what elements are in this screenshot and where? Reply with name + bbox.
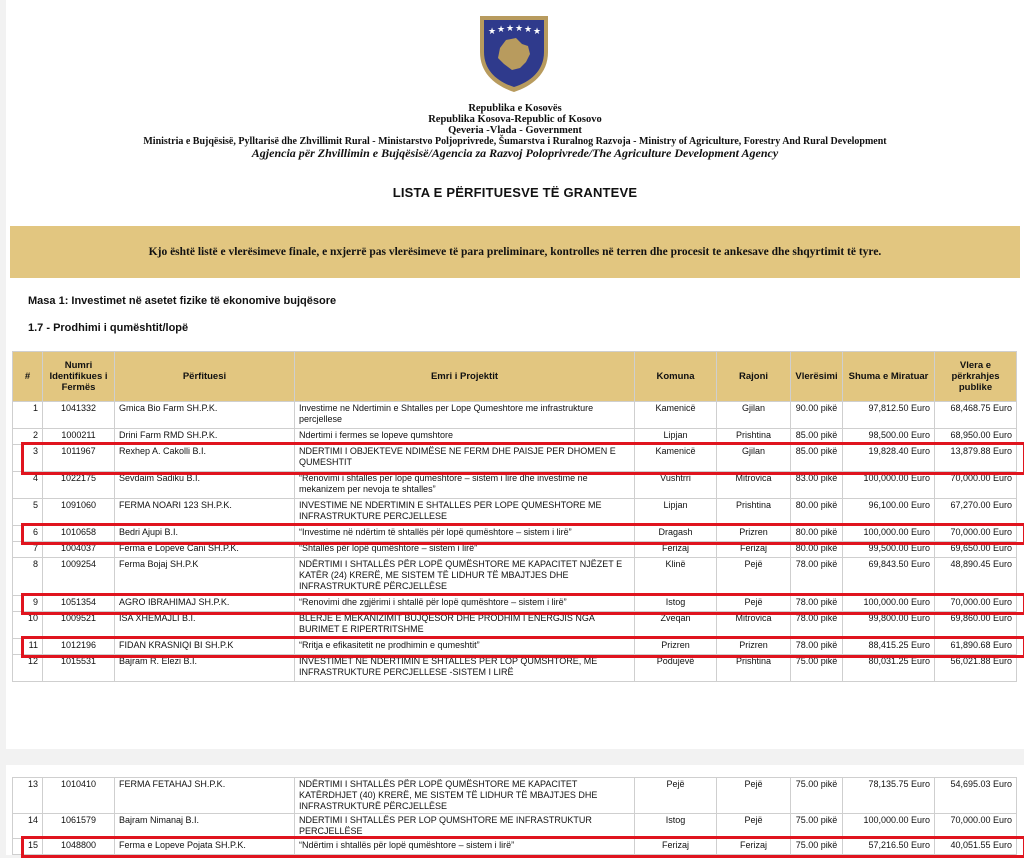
cell-public-support: 13,879.88 Euro <box>935 445 1017 472</box>
cell-farm-id: 1009521 <box>43 612 115 639</box>
table-row <box>13 429 1017 445</box>
cell-municipality: Istog <box>635 596 717 612</box>
table-row <box>13 612 1017 639</box>
table-row <box>13 445 1017 472</box>
cell-project-name: “Ndërtim i shtallës për lopë qumështore – sistem i lirë” <box>295 839 635 855</box>
header-line-2: Republika Kosova-Republic of Kosovo <box>6 114 1024 125</box>
cell-project-name: INVESTIME NE NDERTIMIN E SHTALLES PER LOPE QUMESHTORE ME INFRASTRUKTURE PERCJELLESE <box>295 499 635 526</box>
cell-approved-amount: 98,500.00 Euro <box>843 429 935 445</box>
cell-farm-id: 1091060 <box>43 499 115 526</box>
cell-public-support: 56,021.88 Euro <box>935 655 1017 682</box>
grants-table-continued <box>12 777 1017 855</box>
cell-row-number: 15 <box>13 839 43 855</box>
cell-region: Prizren <box>717 639 791 655</box>
cell-score: 75.00 pikë <box>791 655 843 682</box>
cell-approved-amount: 88,415.25 Euro <box>843 639 935 655</box>
notice-banner <box>10 226 1020 278</box>
cell-region: Prishtina <box>717 429 791 445</box>
cell-municipality: Kamenicë <box>635 402 717 429</box>
col-header-public-support: Vlera e përkrahjes publike <box>935 352 1017 402</box>
cell-row-number: 8 <box>13 558 43 596</box>
cell-municipality: Zveqan <box>635 612 717 639</box>
cell-score: 78.00 pikë <box>791 596 843 612</box>
cell-project-name: “Renovimi dhe zgjërimi i shtallë për lopë qumështore – sistem i lirë” <box>295 596 635 612</box>
cell-beneficiary: FERMA NOARI 123 SH.P.K. <box>115 499 295 526</box>
svg-text:★: ★ <box>515 24 523 34</box>
cell-municipality: Ferizaj <box>635 839 717 855</box>
cell-score: 80.00 pikë <box>791 526 843 542</box>
cell-public-support: 70,000.00 Euro <box>935 814 1017 839</box>
cell-municipality: Lipjan <box>635 429 717 445</box>
kosovo-coat-of-arms-icon <box>476 12 552 94</box>
cell-approved-amount: 99,500.00 Euro <box>843 542 935 558</box>
cell-project-name: NDERTIMI I OBJEKTEVE NDIMËSE NE FERM DHE PAISJE PER DHOMEN E QUMESHTIT <box>295 445 635 472</box>
col-header-region: Rajoni <box>717 352 791 402</box>
cell-score: 80.00 pikë <box>791 542 843 558</box>
cell-approved-amount: 100,000.00 Euro <box>843 596 935 612</box>
cell-approved-amount: 100,000.00 Euro <box>843 526 935 542</box>
table-row <box>13 558 1017 596</box>
header-line-1: Republika e Kosovës <box>6 103 1024 114</box>
cell-farm-id: 1000211 <box>43 429 115 445</box>
cell-approved-amount: 100,000.00 Euro <box>843 472 935 499</box>
cell-public-support: 70,000.00 Euro <box>935 526 1017 542</box>
cell-row-number: 7 <box>13 542 43 558</box>
cell-project-name: “Rritja e efikasitetit ne prodhimin e qumeshtit” <box>295 639 635 655</box>
table-header-row <box>13 352 1017 402</box>
col-header-beneficiary: Përfituesi <box>115 352 295 402</box>
document-page-2 <box>6 765 1024 855</box>
cell-beneficiary: Ferma e Lopeve Cani SH.P.K. <box>115 542 295 558</box>
document-title: LISTA E PËRFITUESVE TË GRANTEVE <box>6 185 1024 200</box>
cell-approved-amount: 80,031.25 Euro <box>843 655 935 682</box>
cell-approved-amount: 78,135.75 Euro <box>843 778 935 814</box>
table-row <box>13 814 1017 839</box>
cell-region: Prishtina <box>717 655 791 682</box>
cell-row-number: 4 <box>13 472 43 499</box>
cell-approved-amount: 99,800.00 Euro <box>843 612 935 639</box>
cell-beneficiary: Gmica Bio Farm SH.P.K. <box>115 402 295 429</box>
cell-approved-amount: 19,828.40 Euro <box>843 445 935 472</box>
cell-project-name: “Shtallës për lopë qumështore – sistem i lirë” <box>295 542 635 558</box>
cell-beneficiary: AGRO IBRAHIMAJ SH.P.K. <box>115 596 295 612</box>
cell-municipality: Dragash <box>635 526 717 542</box>
cell-region: Gjilan <box>717 445 791 472</box>
cell-region: Pejë <box>717 814 791 839</box>
cell-row-number: 3 <box>13 445 43 472</box>
table-row <box>13 542 1017 558</box>
cell-beneficiary: Bajram R. Elezi B.I. <box>115 655 295 682</box>
cell-farm-id: 1011967 <box>43 445 115 472</box>
cell-approved-amount: 57,216.50 Euro <box>843 839 935 855</box>
cell-approved-amount: 69,843.50 Euro <box>843 558 935 596</box>
table-row <box>13 639 1017 655</box>
cell-score: 75.00 pikë <box>791 814 843 839</box>
cell-region: Pejë <box>717 596 791 612</box>
cell-public-support: 54,695.03 Euro <box>935 778 1017 814</box>
cell-region: Pejë <box>717 778 791 814</box>
col-header-farm-id: Numri Identifikues i Fermës <box>43 352 115 402</box>
cell-public-support: 48,890.45 Euro <box>935 558 1017 596</box>
cell-municipality: Ferizaj <box>635 542 717 558</box>
cell-project-name: NDERTIMI I SHTALLËS PER LOP QUMSHTORE ME INFRASTRUKTUR PERCJELLËSE <box>295 814 635 839</box>
svg-text:★: ★ <box>497 25 505 35</box>
cell-score: 85.00 pikë <box>791 429 843 445</box>
cell-farm-id: 1010658 <box>43 526 115 542</box>
cell-region: Prishtina <box>717 499 791 526</box>
header-block <box>6 103 1024 160</box>
header-agency: Agjencia për Zhvillimin e Bujqësisë/Agencia za Razvoj Poloprivrede/The Agriculture Development Agency <box>6 147 1024 160</box>
cell-score: 78.00 pikë <box>791 612 843 639</box>
cell-beneficiary: Rexhep A. Cakolli B.I. <box>115 445 295 472</box>
cell-project-name: BLERJE E MEKANIZIMIT BUJQESOR DHE PRODHIM I ENERGJIS NGA BURIMET E RIPERTRITSHME <box>295 612 635 639</box>
cell-project-name: Ndertimi i fermes se lopeve qumshtore <box>295 429 635 445</box>
cell-public-support: 69,650.00 Euro <box>935 542 1017 558</box>
grants-table <box>12 351 1017 682</box>
cell-region: Prizren <box>717 526 791 542</box>
cell-farm-id: 1015531 <box>43 655 115 682</box>
cell-beneficiary: Ferma e Lopeve Pojata SH.P.K. <box>115 839 295 855</box>
table-row <box>13 839 1017 855</box>
cell-project-name: NDËRTIMI I SHTALLËS PËR LOPË QUMËSHTORE ME KAPACITET KATËRDHJET (40) KRERË, ME SISTEM TË LIDHUR TË MBAJTJES DHE INFRASTRUKTURË PËRCJELLËSE <box>295 778 635 814</box>
cell-beneficiary: FERMA FETAHAJ SH.P.K. <box>115 778 295 814</box>
cell-row-number: 1 <box>13 402 43 429</box>
cell-municipality: Vushtrri <box>635 472 717 499</box>
cell-score: 90.00 pikë <box>791 402 843 429</box>
cell-municipality: Kamenicë <box>635 445 717 472</box>
svg-text:★: ★ <box>488 27 496 37</box>
cell-region: Gjilan <box>717 402 791 429</box>
cell-public-support: 68,468.75 Euro <box>935 402 1017 429</box>
cell-score: 80.00 pikë <box>791 499 843 526</box>
cell-farm-id: 1051354 <box>43 596 115 612</box>
cell-row-number: 10 <box>13 612 43 639</box>
cell-score: 78.00 pikë <box>791 558 843 596</box>
notice-text: Kjo është listë e vlerësimeve finale, e nxjerrë pas vlerësimeve të para preliminare, kontrolles në terren dhe procesit te ankesave dhe shqyrtimit të tyre. <box>149 246 882 258</box>
cell-approved-amount: 96,100.00 Euro <box>843 499 935 526</box>
cell-score: 83.00 pikë <box>791 472 843 499</box>
cell-row-number: 9 <box>13 596 43 612</box>
cell-row-number: 12 <box>13 655 43 682</box>
cell-beneficiary: ISA XHEMAJLI B.I. <box>115 612 295 639</box>
table-row <box>13 655 1017 682</box>
header-line-4: Ministria e Bujqësisë, Pylltarisë dhe Zhvillimit Rural - Ministarstvo Poljoprivrede, Šumarstva i Ruralnog Razvoja - Ministry of Agriculture, Forestry And Rural Development <box>6 136 1024 147</box>
cell-score: 85.00 pikë <box>791 445 843 472</box>
col-header-municipality: Komuna <box>635 352 717 402</box>
cell-beneficiary: Bajram Nimanaj B.I. <box>115 814 295 839</box>
table-row <box>13 596 1017 612</box>
cell-region: Mitrovica <box>717 612 791 639</box>
col-header-number: # <box>13 352 43 402</box>
cell-project-name: “Renovimi i shtalles per lope qumeshtore – sistem i lire dhe investime ne mekanizem per nevoja te shtalles” <box>295 472 635 499</box>
cell-public-support: 70,000.00 Euro <box>935 472 1017 499</box>
cell-farm-id: 1022175 <box>43 472 115 499</box>
cell-approved-amount: 97,812.50 Euro <box>843 402 935 429</box>
cell-project-name: “Investime në ndërtim të shtallës për lopë qumështore – sistem i lirë” <box>295 526 635 542</box>
cell-project-name: INVESTIMET NE NDERTIMIN E SHTALLES PER LOP QUMSHTORE, ME INFRASTRUKTURE PERCJELLESE -SISTEM I LIRË <box>295 655 635 682</box>
cell-row-number: 2 <box>13 429 43 445</box>
cell-municipality: Istog <box>635 814 717 839</box>
cell-municipality: Prizren <box>635 639 717 655</box>
cell-beneficiary: Bedri Ajupi B.I. <box>115 526 295 542</box>
cell-public-support: 70,000.00 Euro <box>935 596 1017 612</box>
cell-public-support: 68,950.00 Euro <box>935 429 1017 445</box>
cell-farm-id: 1012196 <box>43 639 115 655</box>
svg-text:★: ★ <box>506 24 514 34</box>
cell-farm-id: 1004037 <box>43 542 115 558</box>
submeasure-heading: 1.7 - Prodhimi i qumështit/lopë <box>28 322 188 334</box>
document-page-1 <box>6 0 1024 749</box>
cell-municipality: Pejë <box>635 778 717 814</box>
cell-row-number: 14 <box>13 814 43 839</box>
cell-public-support: 40,051.55 Euro <box>935 839 1017 855</box>
cell-municipality: Klinë <box>635 558 717 596</box>
cell-municipality: Podujevë <box>635 655 717 682</box>
cell-beneficiary: Ferma Bojaj SH.P.K <box>115 558 295 596</box>
cell-row-number: 13 <box>13 778 43 814</box>
cell-approved-amount: 100,000.00 Euro <box>843 814 935 839</box>
cell-region: Pejë <box>717 558 791 596</box>
cell-farm-id: 1010410 <box>43 778 115 814</box>
cell-beneficiary: Sevdaim Sadiku B.I. <box>115 472 295 499</box>
svg-text:★: ★ <box>533 27 541 37</box>
cell-project-name: NDËRTIMI I SHTALLËS PËR LOPË QUMËSHTORE ME KAPACITET NJËZET E KATËR (24) KRERË, ME SISTEM TË LIDHUR TË MBAJTJES DHE INFRASTRUKTURË PËRCJELLËSE <box>295 558 635 596</box>
cell-score: 75.00 pikë <box>791 839 843 855</box>
cell-region: Ferizaj <box>717 542 791 558</box>
table-row <box>13 402 1017 429</box>
cell-public-support: 67,270.00 Euro <box>935 499 1017 526</box>
table-row <box>13 526 1017 542</box>
cell-score: 78.00 pikë <box>791 639 843 655</box>
cell-farm-id: 1048800 <box>43 839 115 855</box>
cell-public-support: 69,860.00 Euro <box>935 612 1017 639</box>
col-header-score: Vlerësimi <box>791 352 843 402</box>
cell-region: Mitrovica <box>717 472 791 499</box>
cell-score: 75.00 pikë <box>791 778 843 814</box>
table-row <box>13 778 1017 814</box>
cell-farm-id: 1041332 <box>43 402 115 429</box>
cell-municipality: Lipjan <box>635 499 717 526</box>
cell-farm-id: 1009254 <box>43 558 115 596</box>
cell-project-name: Investime ne Ndertimin e Shtalles per Lope Qumeshtore me infrastrukture percjellese <box>295 402 635 429</box>
cell-row-number: 11 <box>13 639 43 655</box>
cell-beneficiary: Drini Farm RMD SH.P.K. <box>115 429 295 445</box>
cell-row-number: 5 <box>13 499 43 526</box>
cell-public-support: 61,890.68 Euro <box>935 639 1017 655</box>
cell-region: Ferizaj <box>717 839 791 855</box>
col-header-project: Emri i Projektit <box>295 352 635 402</box>
cell-beneficiary: FIDAN KRASNIQI BI SH.P.K <box>115 639 295 655</box>
svg-text:★: ★ <box>524 25 532 35</box>
table-row <box>13 472 1017 499</box>
col-header-approved-amount: Shuma e Miratuar <box>843 352 935 402</box>
cell-row-number: 6 <box>13 526 43 542</box>
measure-heading: Masa 1: Investimet në asetet fizike të ekonomive bujqësore <box>28 295 336 307</box>
header-line-3: Qeveria -Vlada - Government <box>6 125 1024 136</box>
table-row <box>13 499 1017 526</box>
cell-farm-id: 1061579 <box>43 814 115 839</box>
